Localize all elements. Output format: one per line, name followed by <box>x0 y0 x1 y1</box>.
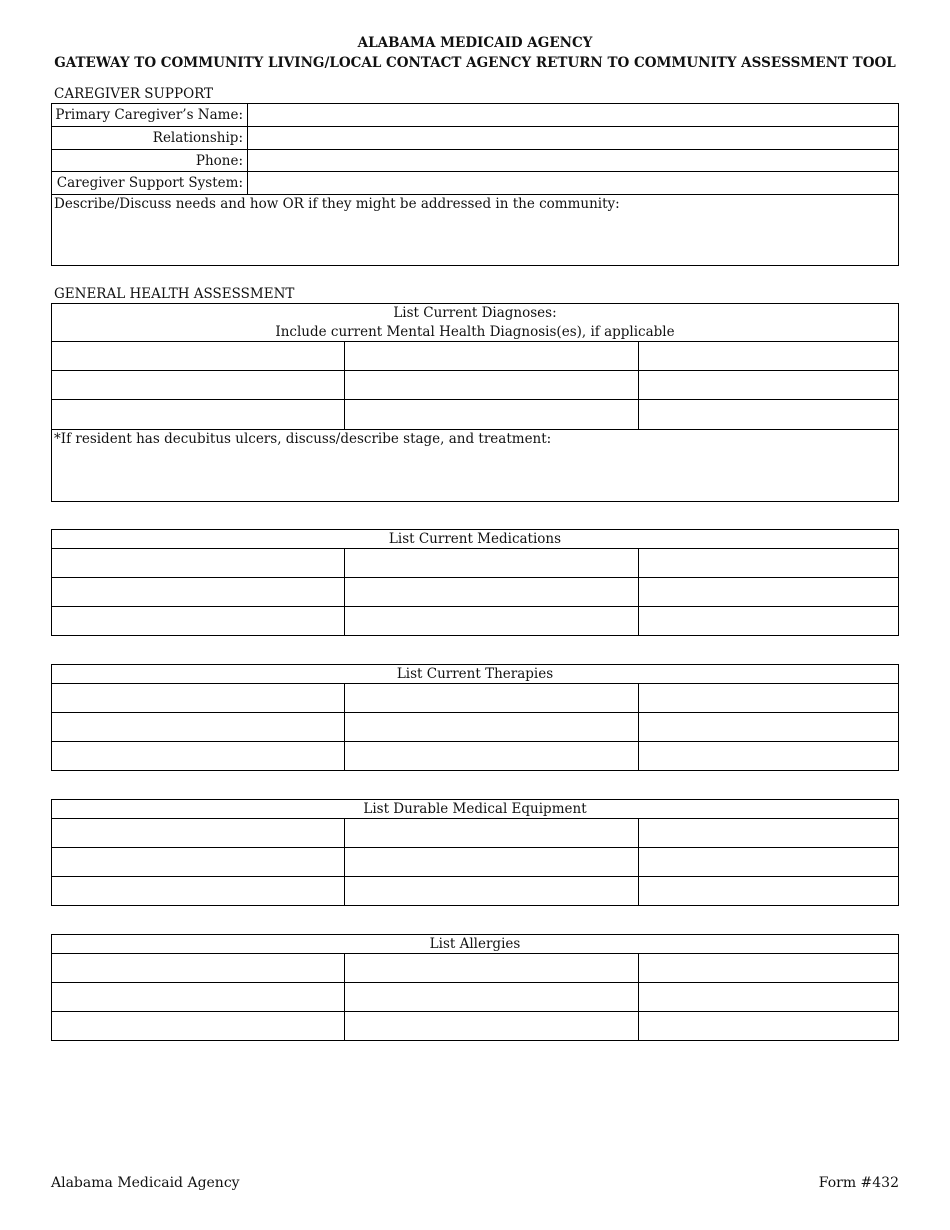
allergy-cell[interactable] <box>52 983 344 1011</box>
medication-cell[interactable] <box>639 578 898 606</box>
form-title: GATEWAY TO COMMUNITY LIVING/LOCAL CONTACT AGENCY RETURN TO COMMUNITY ASSESSMENT TOOL <box>54 55 896 71</box>
allergy-cell[interactable] <box>639 1012 898 1040</box>
diagnosis-cell[interactable] <box>639 371 898 399</box>
ulcers-area[interactable] <box>54 430 898 501</box>
medications-title: List Current Medications <box>388 531 562 547</box>
therapy-cell[interactable] <box>52 713 344 741</box>
medication-cell[interactable] <box>52 607 344 635</box>
therapies-title: List Current Therapies <box>396 666 554 682</box>
allergy-cell[interactable] <box>639 954 898 982</box>
equipment-cell[interactable] <box>52 819 344 847</box>
equipment-cell[interactable] <box>345 877 638 905</box>
therapy-cell[interactable] <box>639 684 898 712</box>
allergy-cell[interactable] <box>345 954 638 982</box>
health-section-title: GENERAL HEALTH ASSESSMENT <box>54 286 295 302</box>
medication-cell[interactable] <box>345 549 638 577</box>
ulcers-prompt: *If resident has decubitus ulcers, discuss/describe stage, and treatment: <box>54 431 552 447</box>
medication-cell[interactable] <box>639 549 898 577</box>
allergy-cell[interactable] <box>345 983 638 1011</box>
phone-label: Phone: <box>195 153 243 169</box>
diagnosis-cell[interactable] <box>52 342 344 370</box>
therapies-table <box>51 664 899 771</box>
diagnosis-cell[interactable] <box>52 371 344 399</box>
medication-cell[interactable] <box>345 578 638 606</box>
medications-table <box>51 529 899 636</box>
diagnosis-cell[interactable] <box>345 400 638 429</box>
phone-field[interactable] <box>248 150 898 171</box>
diagnoses-title: List Current Diagnoses: <box>393 305 557 321</box>
allergies-table <box>51 934 899 1041</box>
primary-caregiver-name-field[interactable] <box>248 104 898 126</box>
therapy-cell[interactable] <box>345 713 638 741</box>
primary-caregiver-name-label: Primary Caregiver’s Name: <box>55 107 243 123</box>
support-system-label: Caregiver Support System: <box>56 175 243 191</box>
medication-cell[interactable] <box>52 578 344 606</box>
diagnosis-cell[interactable] <box>52 400 344 429</box>
relationship-field[interactable] <box>248 127 898 149</box>
describe-needs-prompt: Describe/Discuss needs and how OR if they might be addressed in the community: <box>54 196 620 212</box>
diagnoses-subtitle: Include current Mental Health Diagnosis(es), if applicable <box>275 324 675 340</box>
diagnosis-cell[interactable] <box>639 400 898 429</box>
therapy-cell[interactable] <box>639 742 898 770</box>
agency-title: ALABAMA MEDICAID AGENCY <box>357 35 593 51</box>
equipment-cell[interactable] <box>639 848 898 876</box>
allergies-title: List Allergies <box>429 936 521 952</box>
allergy-cell[interactable] <box>639 983 898 1011</box>
therapy-cell[interactable] <box>52 742 344 770</box>
footer-form-number: Form #432 <box>818 1175 899 1191</box>
equipment-cell[interactable] <box>345 848 638 876</box>
equipment-table <box>51 799 899 906</box>
therapy-cell[interactable] <box>345 684 638 712</box>
diagnosis-cell[interactable] <box>345 371 638 399</box>
diagnosis-cell[interactable] <box>345 342 638 370</box>
therapy-cell[interactable] <box>52 684 344 712</box>
medication-cell[interactable] <box>345 607 638 635</box>
allergy-cell[interactable] <box>52 1012 344 1040</box>
medication-cell[interactable] <box>52 549 344 577</box>
allergy-cell[interactable] <box>52 954 344 982</box>
therapy-cell[interactable] <box>345 742 638 770</box>
describe-needs-area[interactable] <box>54 195 898 265</box>
allergy-cell[interactable] <box>345 1012 638 1040</box>
relationship-label: Relationship: <box>152 130 243 146</box>
equipment-cell[interactable] <box>52 848 344 876</box>
diagnoses-table <box>51 303 899 502</box>
diagnosis-cell[interactable] <box>639 342 898 370</box>
equipment-cell[interactable] <box>639 819 898 847</box>
equipment-cell[interactable] <box>52 877 344 905</box>
equipment-cell[interactable] <box>639 877 898 905</box>
therapy-cell[interactable] <box>639 713 898 741</box>
support-system-field[interactable] <box>248 172 898 194</box>
equipment-cell[interactable] <box>345 819 638 847</box>
footer-agency: Alabama Medicaid Agency <box>51 1175 240 1191</box>
equipment-title: List Durable Medical Equipment <box>363 801 587 817</box>
caregiver-section-title: CAREGIVER SUPPORT <box>54 86 214 102</box>
medication-cell[interactable] <box>639 607 898 635</box>
caregiver-support-table <box>51 103 899 266</box>
